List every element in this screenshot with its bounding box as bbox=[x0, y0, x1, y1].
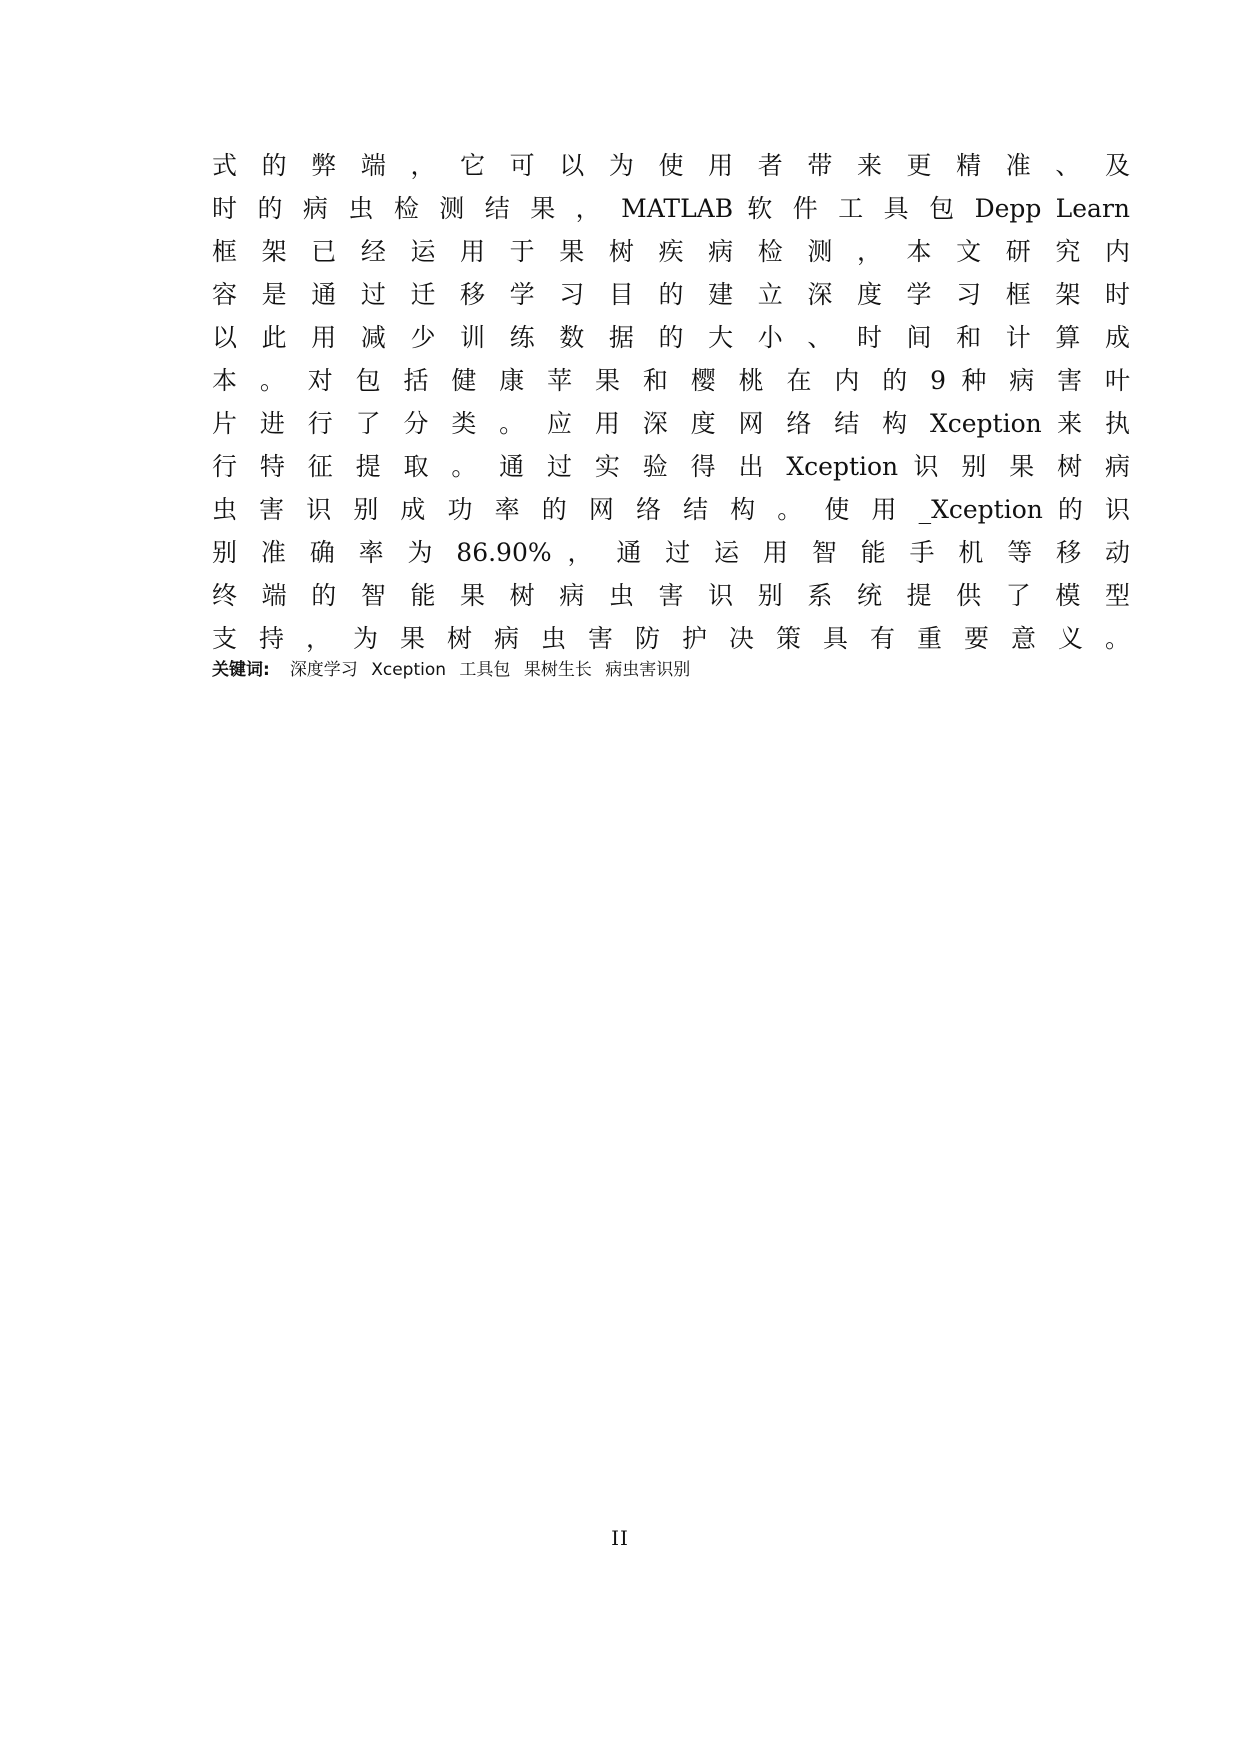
paragraph-line-7: 片 进 行 了 分 类 。 应 用 深 度 网 络 结 构 Xception 来 执 bbox=[212, 409, 1130, 438]
paragraph-line-3: 框 架 已 经 运 用 于 果 树 疾 病 检 测 ， 本 文 研 究 内 bbox=[212, 237, 1130, 266]
paragraph-line-12: 支 持 ， 为 果 树 病 虫 害 防 护 决 策 具 有 重 要 意 义 。 bbox=[212, 624, 1130, 653]
paragraph-line-5: 以 此 用 减 少 训 练 数 据 的 大 小 、 时 间 和 计 算 成 bbox=[212, 323, 1130, 352]
paragraph-line-2: 时 的 病 虫 检 测 结 果 ， MATLAB 软 件 工 具 包 Depp Learn bbox=[212, 194, 1130, 223]
paragraph-line-4: 容 是 通 过 迁 移 学 习 目 的 建 立 深 度 学 习 框 架 时 bbox=[212, 280, 1130, 309]
paragraph-line-10: 别 准 确 率 为 86.90% ， 通 过 运 用 智 能 手 机 等 移 动 bbox=[212, 538, 1130, 567]
keywords-label: 关键词: bbox=[212, 660, 270, 680]
keywords-text: 深度学习 Xception 工具包 果树生长 病虫害识别 bbox=[289, 660, 691, 680]
paragraph-line-6: 本 。 对 包 括 健 康 苹 果 和 樱 桃 在 内 的 9 种 病 害 叶 bbox=[212, 366, 1130, 395]
paragraph-line-11: 终 端 的 智 能 果 树 病 虫 害 识 别 系 统 提 供 了 模 型 bbox=[212, 581, 1130, 610]
abstract-paragraph bbox=[212, 144, 1130, 660]
page-number: II bbox=[611, 1526, 629, 1550]
paragraph-line-8: 行 特 征 提 取 。 通 过 实 验 得 出 Xception 识 别 果 树 病 bbox=[212, 452, 1130, 481]
paragraph-line-9: 虫 害 识 别 成 功 率 的 网 络 结 构 。 使 用 _Xception 的 识 bbox=[212, 495, 1130, 524]
paragraph-line-1: 式 的 弊 端 ， 它 可 以 为 使 用 者 带 来 更 精 准 、 及 bbox=[212, 151, 1130, 180]
keywords-line bbox=[212, 658, 690, 682]
